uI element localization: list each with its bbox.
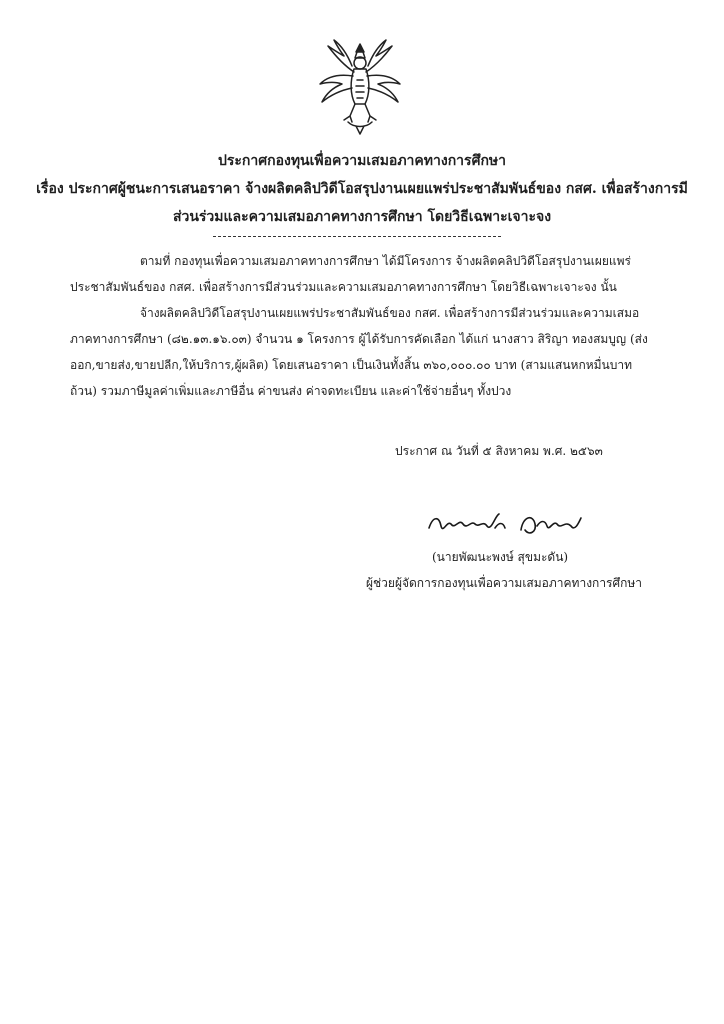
signer-position: ผู้ช่วยผู้จัดการกองทุนเพื่อความเสมอภาคทางการศึกษา — [366, 576, 643, 590]
announcement-subject: เรื่อง ประกาศผู้ชนะการเสนอราคา จ้างผลิตคลิปวิดีโอสรุปงานเผยแพร่ประชาสัมพันธ์ของ กสศ. เพื่อสร้างการมี — [36, 181, 688, 197]
body-line: ตามที่ กองทุนเพื่อความเสมอภาคทางการศึกษา ได้มีโครงการ จ้างผลิตคลิปวิดีโอสรุปงานเผยแพร่ — [140, 254, 631, 268]
body-line: ออก,ขายส่ง,ขายปลีก,ให้บริการ,ผู้ผลิต) โดยเสนอราคา เป็นเงินทั้งสิ้น ๓๖๐,๐๐๐.๐๐ บาท (สามแสนหกหมื่นบาท — [70, 358, 633, 372]
signer-name: (นายพัฒนะพงษ์ สุขมะดัน) — [432, 550, 569, 564]
announcement-subject-continued: ส่วนร่วมและความเสมอภาคทางการศึกษา โดยวิธีเฉพาะเจาะจง — [172, 209, 552, 225]
body-line: ประชาสัมพันธ์ของ กสศ. เพื่อสร้างการมีส่วนร่วมและความเสมอภาคทางการศึกษา โดยวิธีเฉพาะเจาะจง นั้น — [70, 280, 617, 294]
handwritten-signature — [425, 506, 585, 542]
title-divider — [213, 236, 501, 237]
body-line: จ้างผลิตคลิปวิดีโอสรุปงานเผยแพร่ประชาสัมพันธ์ของ กสศ. เพื่อสร้างการมีส่วนร่วมและความเสมอ — [140, 306, 640, 320]
garuda-emblem-icon — [310, 36, 410, 136]
announcement-title: ประกาศกองทุนเพื่อความเสมอภาคทางการศึกษา — [217, 153, 507, 169]
body-line: ภาคทางการศึกษา (๘๒.๑๓.๑๖.๐๓) จำนวน ๑ โครงการ ผู้ได้รับการคัดเลือก ได้แก่ นางสาว สิริญา ทองสมบูญ (ส่ง — [70, 332, 648, 346]
body-line: ถ้วน) รวมภาษีมูลค่าเพิ่มและภาษีอื่น ค่าขนส่ง ค่าจดทะเบียน และค่าใช้จ่ายอื่นๆ ทั้งปวง — [70, 384, 512, 398]
announcement-date: ประกาศ ณ วันที่ ๕ สิงหาคม พ.ศ. ๒๕๖๓ — [395, 444, 603, 458]
